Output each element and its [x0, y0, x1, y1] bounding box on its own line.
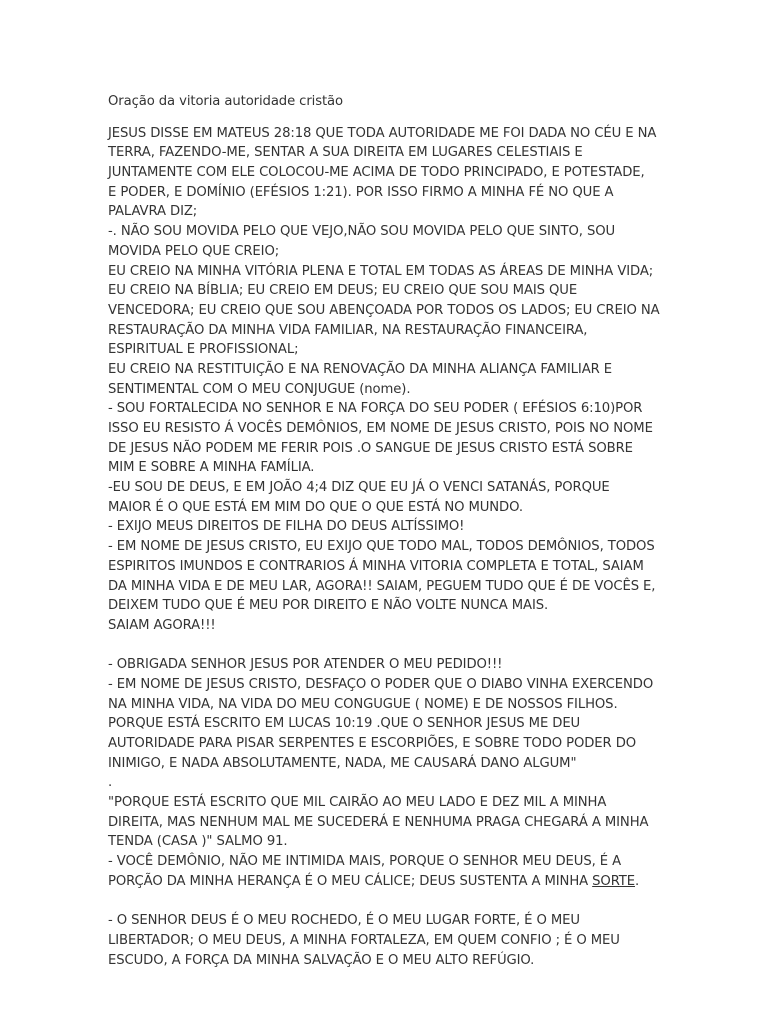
text-line: "PORQUE ESTÁ ESCRITO QUE MIL CAIRÃO AO MEU LADO E DEZ MIL A MINHA — [108, 795, 607, 811]
text-line: -. NÃO SOU MOVIDA PELO QUE VEJO,NÃO SOU MOVIDA PELO QUE SINTO, SOU — [108, 224, 616, 240]
text-line: DIREITA, MAS NENHUM MAL ME SUCEDERÁ E NENHUMA PRAGA CHEGARÁ A MINHA — [108, 814, 649, 830]
text-line: MIM E SOBRE A MINHA FAMÍLIA. — [108, 460, 315, 476]
text-line: EU CREIO NA BÍBLIA; EU CREIO EM DEUS; EU CREIO QUE SOU MAIS QUE — [108, 283, 578, 299]
text-line: AUTORIDADE PARA PISAR SERPENTES E ESCORPIÕES, E SOBRE TODO PODER DO — [108, 736, 637, 752]
text-line: SAIAM AGORA!!! — [108, 617, 216, 633]
text-line: EU CREIO NA RESTITUIÇÃO E NA RENOVAÇÃO DA MINHA ALIANÇA FAMILIAR E — [108, 361, 613, 377]
text-line: PALAVRA DIZ; — [108, 204, 198, 220]
text-line: INIMIGO, E NADA ABSOLUTAMENTE, NADA, ME CAUSARÁ DANO ALGUM" — [108, 755, 577, 771]
text-line: MAIOR É O QUE ESTÁ EM MIM DO QUE O QUE ESTÁ NO MUNDO. — [108, 499, 523, 515]
text-line: - EM NOME DE JESUS CRISTO, EU EXIJO QUE TODO MAL, TODOS DEMÔNIOS, TODOS — [108, 539, 655, 555]
text-line: . — [108, 775, 113, 791]
text-line: NA MINHA VIDA, NA VIDA DO MEU CONGUGUE ( NOME) E DE NOSSOS FILHOS. — [108, 696, 618, 712]
text-line: ISSO EU RESISTO Á VOCÊS DEMÔNIOS, EM NOME DE JESUS CRISTO, POIS NO NOME — [108, 421, 653, 437]
text-line: - VOCÊ DEMÔNIO, NÃO ME INTIMIDA MAIS, PORQUE O SENHOR MEU DEUS, É A — [108, 854, 622, 870]
document-title: Oração da vitoria autoridade cristão — [108, 94, 344, 109]
text-line: JUNTAMENTE COM ELE COLOCOU-ME ACIMA DE TODO PRINCIPADO, E POTESTADE, — [108, 165, 645, 181]
text-line: - EM NOME DE JESUS CRISTO, DESFAÇO O PODER QUE O DIABO VINHA EXERCENDO — [108, 676, 654, 692]
text-line: EU CREIO NA MINHA VITÓRIA PLENA E TOTAL EM TODAS AS ÁREAS DE MINHA VIDA; — [108, 263, 654, 279]
text-line: E PODER, E DOMÍNIO (EFÉSIOS 1:21). POR ISSO FIRMO A MINHA FÉ NO QUE A — [108, 184, 614, 200]
text-line: - SOU FORTALECIDA NO SENHOR E NA FORÇA DO SEU PODER ( EFÉSIOS 6:10)POR — [108, 401, 643, 417]
text-line: DA MINHA VIDA E DE MEU LAR, AGORA!! SAIAM, PEGUEM TUDO QUE É DE VOCÊS E, — [108, 578, 656, 594]
text-line: SENTIMENTAL COM O MEU CONJUGUE (nome). — [108, 381, 411, 397]
text-line: -EU SOU DE DEUS, E EM JOÃO 4;4 DIZ QUE EU JÁ O VENCI SATANÁS, PORQUE — [108, 480, 610, 496]
text-line: TENDA (CASA )" SALMO 91. — [108, 834, 288, 850]
text-line-suffix: . — [635, 873, 640, 889]
text-line: PORQUE ESTÁ ESCRITO EM LUCAS 10:19 .QUE O SENHOR JESUS ME DEU — [108, 716, 581, 732]
text-line: JESUS DISSE EM MATEUS 28:18 QUE TODA AUTORIDADE ME FOI DADA NO CÉU E NA — [108, 125, 657, 141]
text-line: ESPIRITOS IMUNDOS E CONTRARIOS Á MINHA VITORIA COMPLETA E TOTAL, SAIAM — [108, 558, 644, 574]
text-line: ESCUDO, A FORÇA DA MINHA SALVAÇÃO E O MEU ALTO REFÚGIO. — [108, 952, 535, 968]
text-line: - O SENHOR DEUS É O MEU ROCHEDO, É O MEU LUGAR FORTE, É O MEU — [108, 913, 580, 929]
document-body — [108, 124, 758, 971]
text-line: VENCEDORA; EU CREIO QUE SOU ABENÇOADA POR TODOS OS LADOS; EU CREIO NA — [108, 302, 660, 318]
text-line — [108, 872, 758, 892]
text-line: - OBRIGADA SENHOR JESUS POR ATENDER O MEU PEDIDO!!! — [108, 657, 503, 673]
text-line: RESTAURAÇÃO DA MINHA VIDA FAMILIAR, NA RESTAURAÇÃO FINANCEIRA, — [108, 322, 588, 338]
blank-line — [108, 892, 758, 912]
blank-line — [108, 636, 758, 656]
text-line: MOVIDA PELO QUE CREIO; — [108, 243, 280, 259]
text-line: DEIXEM TUDO QUE É MEU POR DIREITO E NÃO VOLTE NUNCA MAIS. — [108, 598, 549, 614]
text-line: - EXIJO MEUS DIREITOS DE FILHA DO DEUS ALTÍSSIMO! — [108, 519, 465, 535]
text-line: LIBERTADOR; O MEU DEUS, A MINHA FORTALEZA, EM QUEM CONFIO ; É O MEU — [108, 932, 620, 948]
text-line: DE JESUS NÃO PODEM ME FERIR POIS .O SANGUE DE JESUS CRISTO ESTÁ SOBRE — [108, 440, 633, 456]
text-line: ESPIRITUAL E PROFISSIONAL; — [108, 342, 299, 358]
text-line: TERRA, FAZENDO-ME, SENTAR A SUA DIREITA EM LUGARES CELESTIAIS E — [108, 145, 583, 161]
text-line-prefix: PORÇÃO DA MINHA HERANÇA É O MEU CÁLICE; DEUS SUSTENTA A MINHA — [108, 873, 593, 889]
document-page — [108, 92, 758, 970]
underlined-word: SORTE — [592, 873, 635, 889]
